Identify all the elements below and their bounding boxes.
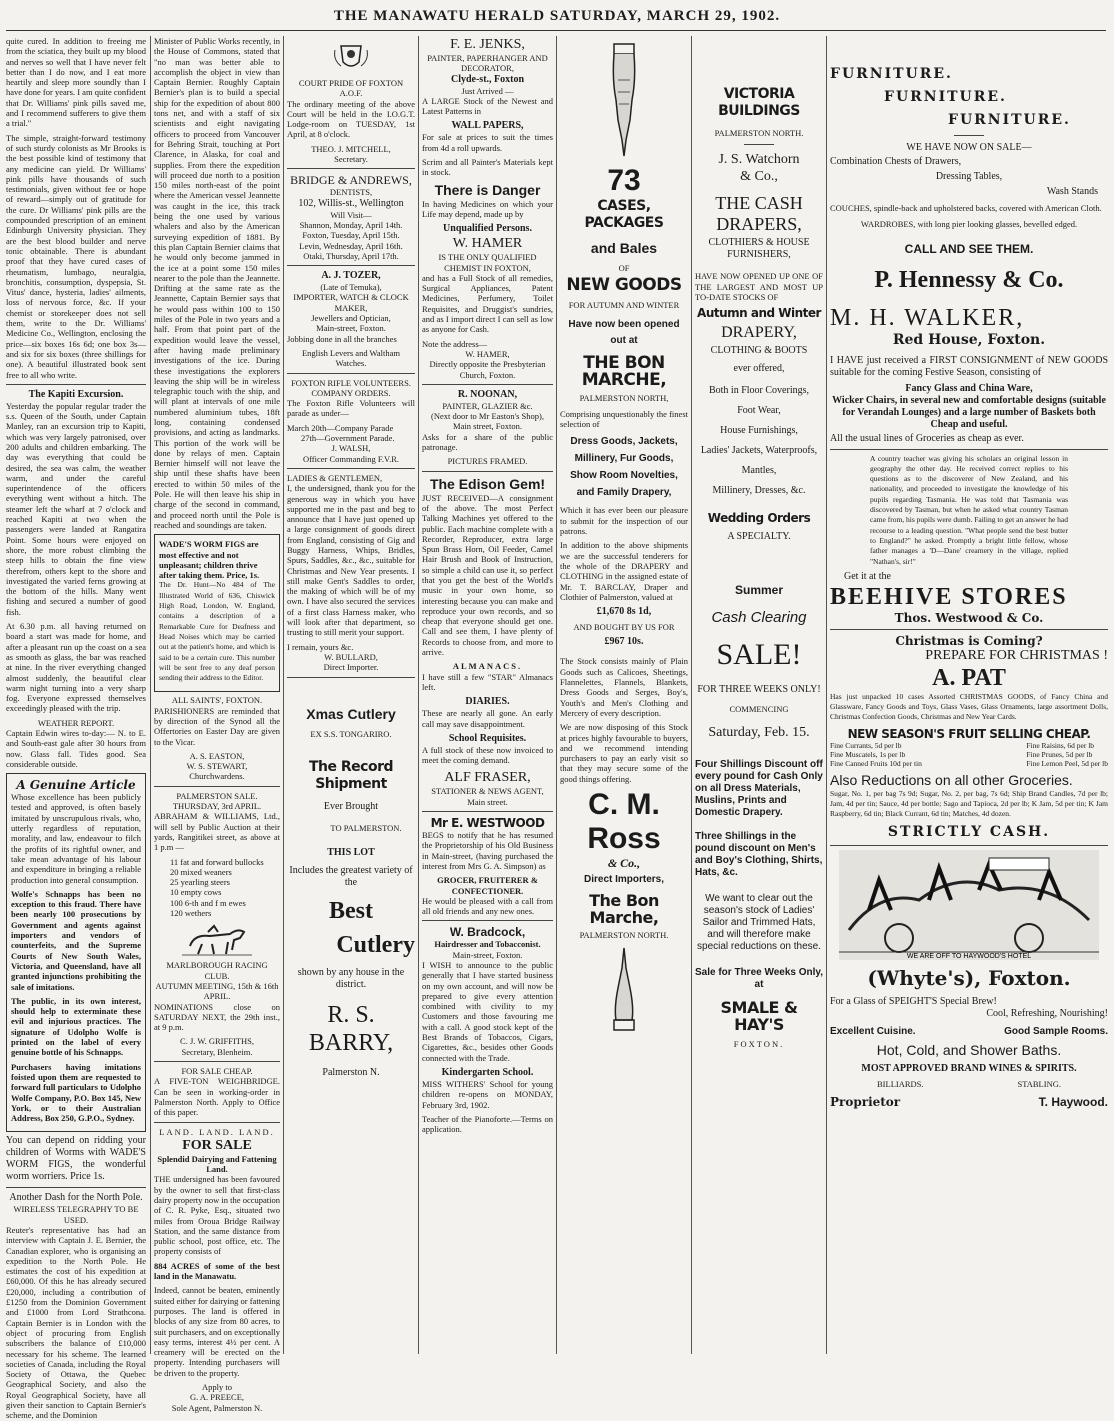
sale-title: PALMERSTON SALE.: [176, 790, 258, 801]
redhouse-title: Red House, Foxton.: [892, 331, 1046, 348]
jenks-text: A LARGE Stock of the Newest and Latest Patterns in: [422, 95, 553, 117]
fraser-address: Main street.: [467, 796, 508, 807]
school-title: School Requisites.: [448, 732, 527, 744]
school-text: A full stock of these now invoiced to meet the coming demand.: [422, 744, 553, 766]
whyte-title: (Whyte's), Foxton.: [867, 965, 1071, 990]
allsaints-sig-2: W. S. STEWART,: [186, 761, 248, 772]
column-5: [560, 36, 688, 1354]
purchasers-text: Purchasers having imitations foisted upon them are requested to forward full particulars to Udolpho Wolfe Company, P.O. Box 145, New York, or to their Australian Address, Box 250, G.P.O., Sydney.: [11, 1061, 141, 1124]
divider: [830, 845, 1108, 846]
divider: [6, 1187, 146, 1188]
billiards-label: BILLIARDS.: [877, 1078, 924, 1089]
bridge-address: 102, Willis-st., Wellington: [298, 197, 404, 209]
land-text: THE undersigned has been favoured by the owner to sell that first-class dairy property now in the occupation of C. R. Pyke, Esq., situated two miles from Oroua Bridge Railway Station, and the same distance from public school, post office, etc. The property consists of: [154, 1174, 280, 1257]
ross-co: & Co.,: [607, 856, 641, 871]
sale-item: 100 6-th and f m ewes: [170, 897, 246, 908]
almanacs-text: I have still a few "STAR" Almanacs left.: [422, 671, 553, 692]
bought-label: AND BOUGHT BY US FOR: [573, 622, 675, 633]
barry-address: Palmerston N.: [322, 1067, 380, 1079]
comprising-text: Comprising unquestionably the finest selection of: [560, 408, 688, 430]
ladies-title: LADIES & GENTLEMEN,: [287, 472, 383, 483]
ladies-text: I, the undersigned, thank you for the generous way in which you have supported me in the past and beg to announce that I have just opened up a large consignment of goods direct from England, consisting of Gig and Buggy Harness, Whips, Bridles, Spurs, Saddles, &c., &c., suitable for Christmas and New Year presents. I still make Gent's Saddles to order, the making of which will be of my own. I have also secured the services of a first class Harness maker, who will look after that department, so trusting to still merit your support.: [287, 483, 415, 638]
pat-title: A. PAT: [932, 664, 1006, 691]
walker-text: I HAVE just received a FIRST CONSIGNMENT of NEW GOODS suitable for the coming Festive Season, consisting of: [830, 354, 1108, 378]
divider: [154, 1061, 280, 1062]
edison-title: The Edison Gem!: [429, 475, 546, 492]
hamer-note: Note the address—: [422, 338, 488, 349]
coach-party-illustration: [839, 850, 1099, 960]
rifle-date: March 20th—Company Parade: [287, 422, 394, 433]
court-sig-2: Secretary.: [334, 154, 368, 165]
rooms-label: Good Sample Rooms.: [1004, 1025, 1108, 1037]
prepare-title: PREPARE FOR CHRISTMAS !: [925, 647, 1108, 663]
racing-title: MARLBOROUGH RACING CLUB.: [166, 960, 268, 981]
valued-amount: £1,670 8s 1d,: [596, 606, 652, 618]
record-title: The Record Shipment: [308, 758, 393, 792]
allsaints-sig-3: Churchwardens.: [189, 771, 245, 782]
land-title: FOR SALE: [182, 1137, 252, 1153]
fraser-title: ALF FRASER,: [444, 770, 531, 786]
furniture-item: Dressing Tables,: [935, 171, 1003, 182]
divider: [744, 144, 774, 145]
furniture-3: FURNITURE.: [948, 112, 1071, 128]
opened-label: Have now been opened: [568, 318, 680, 330]
kinder-text-2: Teacher of the Pianoforte.—Terms on application.: [422, 1113, 553, 1135]
hamer-subtitle: IS THE ONLY QUALIFIED CHEMIST IN FOXTON,: [438, 252, 537, 273]
westwood-text-2: He would be pleased with a call from all old friends and any new ones.: [422, 895, 553, 917]
barry-title: R. S. BARRY,: [308, 1002, 394, 1057]
westwood-title: Mr E. WESTWOOD: [430, 816, 545, 831]
north-pole-title: Another Dash for the North Pole.: [9, 1192, 143, 1204]
summer-title: Summer: [734, 583, 784, 598]
bradcock-text: I WISH to announce to the public generally that I have started business on my own account, and will now be prepared to give every attention combined with civility to my Customers and those favouring me with a call. A good stock kept of the Best Brands of Tobaccos, Cigars, Cigarettes, &c., besides other Goods connected with the Trade.: [422, 960, 553, 1063]
pointing-hand-down-icon: [604, 40, 644, 160]
column-rule: [826, 36, 827, 1354]
land-text-2: Indeed, cannot be beaten, eminently suited either for dairying or fattening purposes. The land is offered in blocks of any size from 80 acres, to suit purchasers, and on exceptionally easy terms, interest 4½ per cent. A creamery will be erected on the property. Intending purchasers will be driven to the property.: [154, 1285, 280, 1378]
forsale-title: FOR SALE CHEAP.: [181, 1066, 253, 1077]
rifle-text: The Foxton Rifle Volunteers will parade as under—: [287, 398, 415, 419]
hennessy-title: P. Hennessy & Co.: [874, 266, 1064, 293]
column-rule: [418, 36, 419, 1354]
racing-sig-1: C. J. W. GRIFFITHS,: [180, 1036, 254, 1047]
column-rule: [150, 36, 151, 1354]
includes-text: Includes the greatest variety of the: [289, 865, 413, 889]
tozer-title: A. J. TOZER,: [321, 270, 381, 282]
sale-items: [170, 857, 280, 919]
palmerston-label: PALMERSTON NORTH,: [579, 392, 669, 403]
divider: [422, 471, 553, 472]
bridge-visit: Will Visit—: [330, 209, 372, 220]
walker-title: M. H. WALKER,: [830, 304, 1025, 331]
stock-item: Both in Floor Coverings,: [708, 385, 809, 397]
danger-subtitle: Unqualified Persons.: [443, 223, 532, 235]
drapers-title: DRAPERS,: [716, 214, 802, 235]
land-acres: 884 ACRES of some of the best land in the Manawatu.: [154, 1260, 280, 1282]
bridge-date: Foxton, Tuesday, April 15th.: [302, 230, 400, 241]
opened-text: HAVE NOW OPENED UP ONE OF THE LARGEST AND MOST UP TO-DATE STOCKS OF: [695, 271, 823, 302]
land-sig-1: Apply to: [202, 1382, 232, 1393]
furniture-1: FURNITURE.: [830, 66, 953, 82]
furniture-item: Combination Chests of Drawers,: [830, 156, 962, 167]
noonan-address-1: (Next door to Mr Easton's Shop),: [431, 411, 544, 422]
sale-item: 120 wethers: [170, 908, 212, 919]
land-sig-2: G. A. PREECE,: [189, 1392, 245, 1403]
noonan-title: R. NOONAN,: [457, 388, 518, 400]
speight-text: For a Glass of SPEIGHT'S Special Brew!: [830, 995, 997, 1007]
divider: [287, 677, 415, 678]
horse-illustration: [182, 922, 252, 956]
specialty-label: A SPECIALTY.: [727, 531, 791, 543]
diaries-title: DIARIES.: [465, 696, 510, 708]
watchorn-co: & Co.,: [740, 169, 778, 185]
divider: [954, 135, 984, 136]
sale-item: 10 empty cows: [170, 887, 222, 898]
ross-subtitle: Direct Importers,: [583, 874, 665, 886]
sugar-prices: Sugar, No. 1, per bag 7s 9d; Sugar, No. 2, per bag, 7s 6d; Ship Brand Candles, 7d per lb; Jam, 4d per tin; Sauce, 4d per bottle; Sago and Tapioca, 2d per lb; K Jam, 5d per tin; K Jam Raspberry, 6d tin; Black Currant, 6d tin; Matches, 4d dozen.: [830, 788, 1108, 819]
divider: [154, 1122, 280, 1123]
stock-item: Millinery, Dresses, &c.: [712, 485, 806, 497]
column-rule: [691, 36, 692, 1354]
land-sig-3: Sole Agent, Palmerston N.: [171, 1402, 263, 1413]
divider: [830, 629, 1108, 630]
victoria-subtitle: PALMERSTON NORTH.: [714, 128, 804, 138]
bales-title: and Bales: [590, 240, 658, 256]
column-1: [6, 36, 146, 1421]
addition-text: In addition to the above shipments we are the successful tenderers for the whole of the DRAPERY and CLOTHING in the assigned estate of Mr. T. BARCLAY, Draper and Clothier of Palmerston, valued at: [560, 540, 688, 602]
rifle-date: 27th—Government Parade.: [301, 433, 395, 444]
crest-emblem-icon: [331, 40, 371, 74]
racing-meet: AUTUMN MEETING, 15th & 16th APRIL.: [155, 980, 279, 1002]
column-6: [695, 36, 823, 1354]
noonan-text: Asks for a share of the public patronage.: [422, 431, 553, 453]
bernier-text: Minister of Public Works recently, in the House of Commons, stated that "no man was better able to accomplish the object in view than Captain Bernier. Roughly Captain Bernier's plan is to build a special ship for the expedition of about 800 tons net, and with a staff of six scientists and eight navigating officers to proceed from Vancouver for Behring Strait, touching at Port Clarence, in Alaska, for coal and supplies. From there the expedition will proceed due north to a position 150 miles north-east of the point where the American vessel Jeannette was caught in the ice, this track being the one used by various whalers and also by the American surveying expedition of 1881. By this plan Captain Bernier claims that he would only become jammed in the ice at a point some 150 miles nearer to the pole than the Jeannette. Drifting at the same rate as the Jeannette, Captain Bernier says that he would pass within 100 to 150 miles of the Pole in two years and a half. From that point part of the expedition would leave the vessel, after having made preliminary investigations of the ice. During these investigations the explorers leaving the ship will be in wireless telegraphic touch with the ship, and will plant at intervals of one mile numbered aluminium tubes, 18ft long, containing condensed provisions, and acting as landmarks. This portion of the work will be done by relays of men. Captain Bernier himself will not leave the ship until these shafts have been erected to within 50 miles of the Pole. He will then leave his ship in charge of the second in command, and proceed north until the Pole is reached and soundings are taken.: [154, 36, 280, 530]
wireless-title: WIRELESS TELEGRAPHY TO BE USED.: [13, 1204, 139, 1225]
rifle-title: FOXTON RIFLE VOLUNTEERS.: [291, 377, 411, 388]
wade-title: WADE'S WORM FIGS are most effective and not unpleasant; children thrive after taking them. Price, 1s.: [159, 539, 260, 581]
kinder-text: MISS WITHERS' School for young children re-opens on MONDAY, February 3rd, 1902.: [422, 1078, 553, 1110]
bradcock-title: W. Bradcock,: [449, 925, 526, 940]
furniture-items: [830, 154, 1108, 199]
disposing-text: We are now disposing of this Stock at prices highly favourable to buyers, and we recommend intending purchasers to pay an early visit so that they may secure some of the good things offering.: [560, 722, 688, 784]
cuisine-row: [830, 1026, 1108, 1038]
commencing-label: COMMENCING: [729, 704, 789, 715]
christmas-title: Christmas is Coming?: [895, 633, 1043, 648]
fruit-price: Fine Currants, 5d per lb: [830, 740, 902, 750]
divider: [422, 811, 553, 812]
allsaints-sig-1: A. S. EASTON,: [189, 750, 245, 761]
furniture-item: Wash Stands: [1046, 186, 1098, 197]
ross-title: C. M. Ross: [587, 788, 661, 856]
which-text: Which it has ever been our pleasure to submit for the inspection of our patrons.: [560, 505, 688, 537]
cases-count: 73: [607, 164, 641, 197]
fruit-price: Fine Prunes, 5d per lb: [1026, 749, 1093, 759]
xmas-title: Xmas Cutlery: [306, 705, 396, 722]
three-shillings: Three Shillings in the pound discount on Men's and Boy's Clothing, Shirts, Hats, &c.: [695, 831, 823, 879]
this-lot: THIS LOT: [327, 847, 375, 859]
baths-title: Hot, Cold, and Shower Baths.: [876, 1041, 1062, 1058]
column-2: [154, 36, 280, 1413]
divider: [422, 384, 553, 385]
kinder-title: Kindergarten School.: [441, 1066, 534, 1078]
genuine-title: A Genuine Article: [16, 778, 136, 793]
column-rule: [556, 36, 557, 1354]
outat-label: out at: [610, 334, 638, 346]
sale-item: 20 mixed weaners: [170, 866, 232, 877]
bon-marche-title: THE BON MARCHE,: [581, 352, 667, 390]
fruit-price: Fine Lemon Peel, 5d per lb: [1026, 758, 1108, 768]
rifle-sig-1: J. WALSH,: [331, 443, 371, 454]
illustration-caption: WE ARE OFF TO HAYWOOD'S HOTEL: [906, 952, 1032, 960]
sale-title: SALE!: [716, 638, 802, 672]
noonan-trade: PAINTER, GLAZIER &c.: [442, 400, 533, 411]
racing-sig-2: Secretary, Blenheim.: [181, 1046, 253, 1057]
fruit-price: Fine Muscatels, 1s per lb: [830, 749, 906, 759]
call-label: CALL AND SEE THEM.: [904, 241, 1034, 256]
divider: [422, 920, 553, 921]
wade-ad: [154, 534, 280, 692]
westwood-subtitle: GROCER, FRUITERER & CONFECTIONER.: [437, 875, 538, 896]
edison-text: JUST RECEIVED—A consignment of the above. The most Perfect Talking Machines yet offered to the public. Each machine complete with a Recorder, Reproducer, extra large Spun Brass Horn, Oil Feeder, Camel Hair Brush and Book of Instruction, so simple a child can use it, so perfect that you get the best of the World's music in your own home, so interesting because you can make and reproduce your own records, and so cheap that everyone should get one. Call and see them, I have plenty of Records to choose from, and more to arrive.: [422, 492, 553, 658]
cool-text: Cool, Refreshing, Nourishing!: [986, 1007, 1108, 1019]
best-word: Best: [329, 898, 373, 925]
noonan-address-2: Main street, Foxton.: [453, 421, 522, 432]
column-7: [830, 36, 1108, 1354]
cash-title: THE CASH: [715, 193, 803, 214]
land-subtitle: Splendid Dairying and Fattening Land.: [157, 1153, 277, 1175]
column-3: [287, 36, 415, 1354]
column-rule: [283, 36, 284, 1354]
divider: [6, 384, 146, 385]
weather-title: WEATHER REPORT.: [37, 717, 115, 728]
court-sig-1: THEO. J. MITCHELL,: [311, 143, 391, 154]
sale-date: THURSDAY, 3rd APRIL.: [172, 801, 262, 812]
goods-lines: Dress Goods, Jackets, Millinery, Fur Goods, Show Room Novelties, and Family Drapery,: [570, 436, 678, 499]
three-weeks: FOR THREE WEEKS ONLY!: [697, 684, 821, 696]
divider: [830, 449, 1108, 450]
wicker-text: Wicker Chairs, in several new and comfortable designs (suitable for Verandah Lounges) and a large number of Baskets both Cheap and useful.: [832, 394, 1106, 430]
masthead: THE MANAWATU HERALD SATURDAY, MARCH 29, 1902.: [333, 8, 781, 24]
wireless-text: Reuter's representative has had an interview with Captain J. E. Bernier, the Canadian explorer, who is organising an expedition to the North Pole. He estimates the cost of his expedition at £60,000. Of this he has already secured £20,000, including a contribution of £1250 from the Dominion Government and £1000 from Lord Strathcona. Captain Bernier is in London with the object of procuring from English subscribers the balance of £10,000 necessary for his scheme. The learned societies of Canada, including the Royal Society of Ottawa, the Quebec Geographical Society, and also the Royal Geographical Society, have all given their sanction to Captain Bernier's scheme, and the Dominion: [6, 1224, 146, 1421]
jenks-title: F. E. JENKS,: [450, 37, 525, 52]
sale-item: 11 fat and forward bullocks: [170, 856, 264, 867]
ladies-sig-2: W. BULLARD,: [324, 651, 378, 662]
pills-testimony: quite cured. In addition to freeing me from the sciatica, they built up my blood and nerves so well that I have never felt better than I do now, and I eat more heartily and sleep more soundly than I have done for years. I am quite confident that Dr. Williams' pink pills saved me, and I recommend sufferers to give them a trial.": [6, 36, 146, 129]
cutlery-word: Cutlery: [336, 932, 415, 959]
divider: [287, 168, 415, 169]
stock-text: The Stock consists mainly of Plain Goods such as Calicoes, Sheetings, Flannelettes, Flannels, Blankets, Dress Goods and Serges, Boy's, Youth's and Men's Clothing and Mercery of every description.: [560, 656, 688, 718]
divider: [287, 468, 415, 469]
sale-date: Saturday, Feb. 15.: [708, 725, 810, 741]
rifle-sig-2: Officer Commanding F.V.R.: [302, 453, 400, 464]
wardrobes-text: WARDROBES, with long pier looking glasses, bevelled edged.: [860, 219, 1078, 230]
teacher-anecdote: A country teacher was giving his scholars an original lesson in geography the other day. He received correct replies to his questions as to the discoverer of New Zealand, and his nationality, and proceeded to investigate the knowledge of his pupils regarding Tasmania. He was told that Tasmania was discovered by Tasman, but when he asked what country Tasman came from, his pupils were dumb. Failing to get an answer he had recourse to a leading question. "What people send the best butter to England?" he asked. Promptly a bright little fellow, whose father manages a 'D—Dane' creamery in the village, replied "Nathan's, sir!": [870, 453, 1068, 566]
jenks-address: Clyde-st., Foxton: [450, 73, 525, 85]
stock-item: Ladies' Jackets, Waterproofs, Mantles,: [700, 445, 818, 477]
stock-item: House Furnishings,: [720, 425, 798, 437]
furniture-2: FURNITURE.: [884, 89, 1007, 105]
kapiti-text: Yesterday the popular regular trader the s.s. Queen of the South, under Captain Manley, ran an excursion trip to Kapiti, which was very largely patronised, over 200 adults and children embarking. The day was everything that could be desired, the sea was calm, the weather warm, and under the careful superintendence of the officers everything went without a hitch. The steamer left the wharf at 7 o'clock and reached Kapiti at two when the passengers were landed at Rangatira Point. Some hours were enjoyed on shore, the more robust climbing the steep hills to obtain the fine view therefrom, others kept to the shore and investigated the varied ferns growing at the bottom of the hills. Many went fishing and secured a number of good fish.: [6, 400, 146, 617]
sale-three-weeks: Sale for Three Weeks Only, at: [695, 967, 824, 991]
westwood-text: BEGS to notify that he has resumed the Proprietorship of his Old Business in Main-street, (having purchased the interest from Mrs G. A. Simpson) as: [422, 830, 553, 871]
proprietor-name: T. Haywood.: [1038, 1094, 1108, 1109]
proprietor-row: [830, 1095, 1108, 1109]
forsale-text: A FIVE-TON WEIGHBRIDGE. Can be seen in working-order in Palmerston North. Apply to Office of this paper.: [154, 1076, 280, 1118]
bradcock-address: Main-street, Foxton.: [452, 949, 523, 960]
foxton-label: FOXTON.: [733, 1039, 785, 1050]
divider: [287, 373, 415, 374]
proprietor-label: Proprietor: [830, 1094, 901, 1109]
public-text: The public, in its own interest, should help to exterminate these evil and injurious practices. The signature of Udolpho Wolfe is printed on the label of every genuine bottle of his Schnapps.: [11, 995, 141, 1058]
record-subtitle-2: TO PALMERSTON.: [330, 822, 402, 833]
autumn-winter: FOR AUTUMN AND WINTER: [568, 300, 680, 311]
clearing-title: Cash Clearing: [711, 609, 807, 627]
xmas-subtitle: EX S.S. TONGARIRO.: [310, 728, 392, 739]
beehive-owner: Thos. Westwood & Co.: [894, 610, 1044, 625]
jenks-text-3: Scrim and all Painter's Materials kept in stock.: [422, 157, 553, 178]
fruit-price: Fine Canned Fruits 10d per tin: [830, 758, 922, 768]
wedding-title: Wedding Orders: [707, 511, 811, 526]
reductions-title: Also Reductions on all other Groceries.: [830, 771, 1073, 788]
danger-text: In having Medicines on which your Life may depend, made up by: [422, 198, 553, 219]
victoria-title: VICTORIA BUILDINGS: [718, 86, 800, 119]
allsaints-text: PARISHIONERS are reminded that by direction of the Synod all the Offertories on Easter Day are given to the Vicar.: [154, 705, 280, 747]
ross-bon-marche: The Bon Marche,: [589, 891, 659, 928]
racing-text: NOMINATIONS close on SATURDAY NEXT, the 29th inst., at 9 p.m.: [154, 1001, 280, 1033]
divider: [287, 265, 415, 266]
fraser-subtitle: STATIONER & NEWS AGENT,: [431, 786, 544, 797]
new-goods-title: NEW GOODS: [566, 275, 682, 296]
fruit-prices: [830, 741, 1108, 768]
wade-text: The Dr. Hunt—No 484 of The Illustrated World of 636, Chiswick High Road, London, W. England, contains a description of a Remarkable Cure for Deafness and Head Noises which may be carried out at the patient's home, and which is said to be a certain cure. This number will be sent free to any deaf person sending their address to the Editor.: [159, 580, 275, 683]
jenks-text-2: For sale at prices to suit the times from 4d a roll upwards.: [422, 132, 553, 153]
usual-text: All the usual lines of Groceries as cheap as ever.: [830, 432, 1024, 444]
kapiti-text-2: At 6.30 p.m. all having returned on board a start was made for home, and after a pleasant run up the coast on a sea as smooth as glass, the bar was reached at nine. In the river everything changed almost suddenly, the beautiful clear warm night turning into a very sharp fog. Everyone expressed themselves exceedingly pleased with the trip.: [6, 621, 146, 714]
genuine-article-ad: [6, 773, 146, 1132]
bridge-date: Otaki, Thursday, April 17th.: [303, 250, 399, 261]
noonan-text-2: PICTURES FRAMED.: [447, 456, 528, 467]
ever-offered: ever offered,: [733, 363, 785, 375]
clothiers-title: CLOTHIERS & HOUSE FURNISHERS,: [708, 237, 810, 261]
cases-subtitle: CASES, PACKAGES: [584, 198, 664, 231]
record-subtitle: Ever Brought: [323, 800, 379, 812]
bridge-date: Shannon, Monday, April 14th.: [299, 219, 403, 230]
stock-item: Foot Wear,: [737, 405, 781, 417]
autumn-winter-title: Autumn and Winter: [697, 306, 821, 321]
getit-label: Get it at the: [844, 570, 891, 582]
tozer-trade: IMPORTER, WATCH & CLOCK MAKER,: [293, 292, 409, 313]
wines-title: MOST APPROVED BRAND WINES & SPIRITS.: [861, 1062, 1077, 1074]
hamer-address: Directly opposite the Presbyterian Church, Foxton.: [429, 359, 546, 380]
smale-title: SMALE & HAY'S: [720, 998, 798, 1035]
pills-article: The simple, straight-forward testimony of such sturdy colonists as Mr Brooks is the best possible kind of testimony that any medicine can yield. Dr Williams' pink pills have thousands of such testimonials, given without fee or hope of reward—simply out of gratitude for the cure. Dr Williams' pink pills are the compounded prescription of an eminent Edinburgh University physician. They are the best blood builder and nerve tonic obtainable. There is abundant proof that they have cured cases of rheumatism, lumbago, neuralgia, bronchitis, consumption, dyspepsia, St. Vitus' dance, hysteria, ladies' ailments, loss of nervous force, &c. If your chemist or storekeeper does not sell them, write to the Dr. Williams' Medicine Co., Wellington, enclosing the price—six boxes 16s 6d; one box 3s—and six for six boxes (three shillings for one). A beautiful illustrated book sent free to all who write.: [6, 132, 146, 380]
land-heads: LAND. LAND. LAND.: [159, 1126, 275, 1137]
court-text: The ordinary meeting of the above Court will be held in the I.O.G.T. Lodge-room on TUESDAY, 1st April, at 8 o'clock.: [287, 98, 415, 140]
rifle-subtitle: COMPANY ORDERS.: [311, 387, 391, 398]
clear-text: We want to clear out the season's stock of Ladies' Sailor and Trimmed Hats, and will therefore make special reductions on these.: [697, 893, 821, 953]
jenks-wallpapers: WALL PAPERS,: [451, 120, 524, 132]
bridge-title: BRIDGE & ANDREWS,: [290, 173, 412, 188]
shown-text: shown by any house in the district.: [297, 967, 405, 991]
allsaints-title: ALL SAINTS', FOXTON.: [171, 695, 263, 706]
ross-palmerston: PALMERSTON NORTH.: [579, 930, 669, 941]
fruit-right: [1026, 741, 1108, 768]
ladies-sig-3: Direct Importer.: [323, 662, 379, 673]
strictly-cash: STRICTLY CASH.: [887, 823, 1051, 840]
almanacs-title: ALMANACS.: [452, 661, 523, 672]
hamer-text: and has a Full Stock of all remedies, Surgical Appliances, Patent Medicines, Perfumery, Toilet Requisites, and Druggist's sundries, and as I import direct I can sell as low as anyone for Cash.: [422, 272, 553, 335]
sale-text: ABRAHAM & WILLIAMS, Ltd., will sell by Public Auction at their yards, Rangitikei street, as above at 1 p.m —: [154, 811, 280, 853]
on-sale-label: WE HAVE NOW ON SALE—: [906, 142, 1032, 153]
stabling-label: STABLING.: [1017, 1078, 1061, 1089]
sale-item: 25 yearling steers: [170, 877, 230, 888]
kapiti-title: The Kapiti Excursion.: [28, 388, 124, 400]
fruit-price: Fine Raisins, 6d per lb: [1026, 740, 1095, 750]
stock-items: [695, 381, 823, 501]
clothing-title: CLOTHING & BOOTS: [710, 345, 808, 357]
amenities-row: [830, 1079, 1108, 1089]
drapery-title: DRAPERY,: [721, 324, 797, 342]
pat-text: Has just unpacked 10 cases Assorted CHRISTMAS GOODS, of Fancy China and Glassware, Fancy Goods and Toys, Glass Vases, Glass Ornaments, large assortment Dolls, Christmas Confection Goods, Christmas and New Year Cards.: [830, 691, 1108, 722]
of-label: OF: [618, 263, 630, 273]
danger-title: There is Danger: [434, 181, 541, 198]
wolfe-text: Wolfe's Schnapps has been no exception to this fraud. There have been nearly 100 prosecutions by Government and agents against importers and vendors of counterfeits, and the Supreme Courts of New South Wales, Victoria, and Queensland, have all granted injunctions prohibiting the sale of imitations.: [11, 888, 141, 992]
court-title: COURT PRIDE OF FOXTON A.O.F.: [298, 78, 404, 99]
pointing-hand-up-icon: [606, 944, 642, 1034]
tozer-text-2: English Levers and Waltham Watches.: [301, 347, 401, 369]
tozer-late: (Late of Temuka),: [320, 282, 382, 293]
tozer-subtitle: Jewellers and Optician,: [311, 313, 391, 324]
fruit-left: [830, 741, 922, 768]
fruit-title: NEW SEASON'S FRUIT SELLING CHEAP.: [847, 726, 1091, 741]
fancy-title: Fancy Glass and China Ware,: [905, 382, 1033, 394]
hamer-signature: W. HAMER,: [465, 348, 510, 359]
bought-price: £967 10s.: [604, 636, 644, 648]
bridge-subtitle: DENTISTS,: [329, 187, 373, 198]
jenks-arrived: Just Arrived —: [461, 85, 514, 96]
couches-text: COUCHES, spindle-back and upholstered backs, covered with American Cloth.: [830, 203, 1102, 213]
four-shillings: Four Shillings Discount off every pound for Cash Only on all Dress Materials, Muslins, Prints and Domestic Drapery.: [695, 759, 823, 819]
jenks-trade: PAINTER, PAPERHANGER AND DECORATOR,: [427, 53, 548, 74]
hamer-title: W. HAMER: [452, 236, 523, 252]
column-4: [422, 36, 553, 1354]
top-rule: [6, 30, 1106, 31]
divider: [154, 786, 280, 787]
watchorn-title: J. S. Watchorn: [718, 152, 800, 168]
cuisine-label: Excellent Cuisine.: [830, 1025, 916, 1037]
tozer-text: Jobbing done in all the branches: [287, 333, 397, 344]
tozer-address: Main-street, Foxton.: [316, 323, 386, 334]
bradcock-subtitle: Hairdresser and Tobacconist.: [434, 939, 541, 950]
ladies-sig-1: I remain, yours &c.: [287, 641, 354, 652]
beehive-title: BEEHIVE STORES: [830, 583, 1068, 610]
worm-ad: You can depend on ridding your children of Worms with WADE'S WORM FIGS, the wonderful worm worriers. Price 1s.: [6, 1135, 146, 1183]
genuine-text: Whose excellence has been publicly tested and approved, is often basely imitated by unscrupulous rivals, who, utterly regardless of reputation, morality, and law, endeavour to filch the profits of its rightful owner, and take mean advantage of his labour and expenditure in bringing a reliable production into general consumption.: [11, 792, 141, 885]
bridge-date: Levin, Wednesday, April 16th.: [299, 240, 403, 251]
weather-text: Captain Edwin wires to-day:— N. to E. and South-east gale after 30 hours from now. Glass fall. Tides good. Sea considerable outside.: [6, 728, 146, 769]
diaries-text: These are nearly all gone. An early call may save disappointment.: [422, 708, 553, 729]
